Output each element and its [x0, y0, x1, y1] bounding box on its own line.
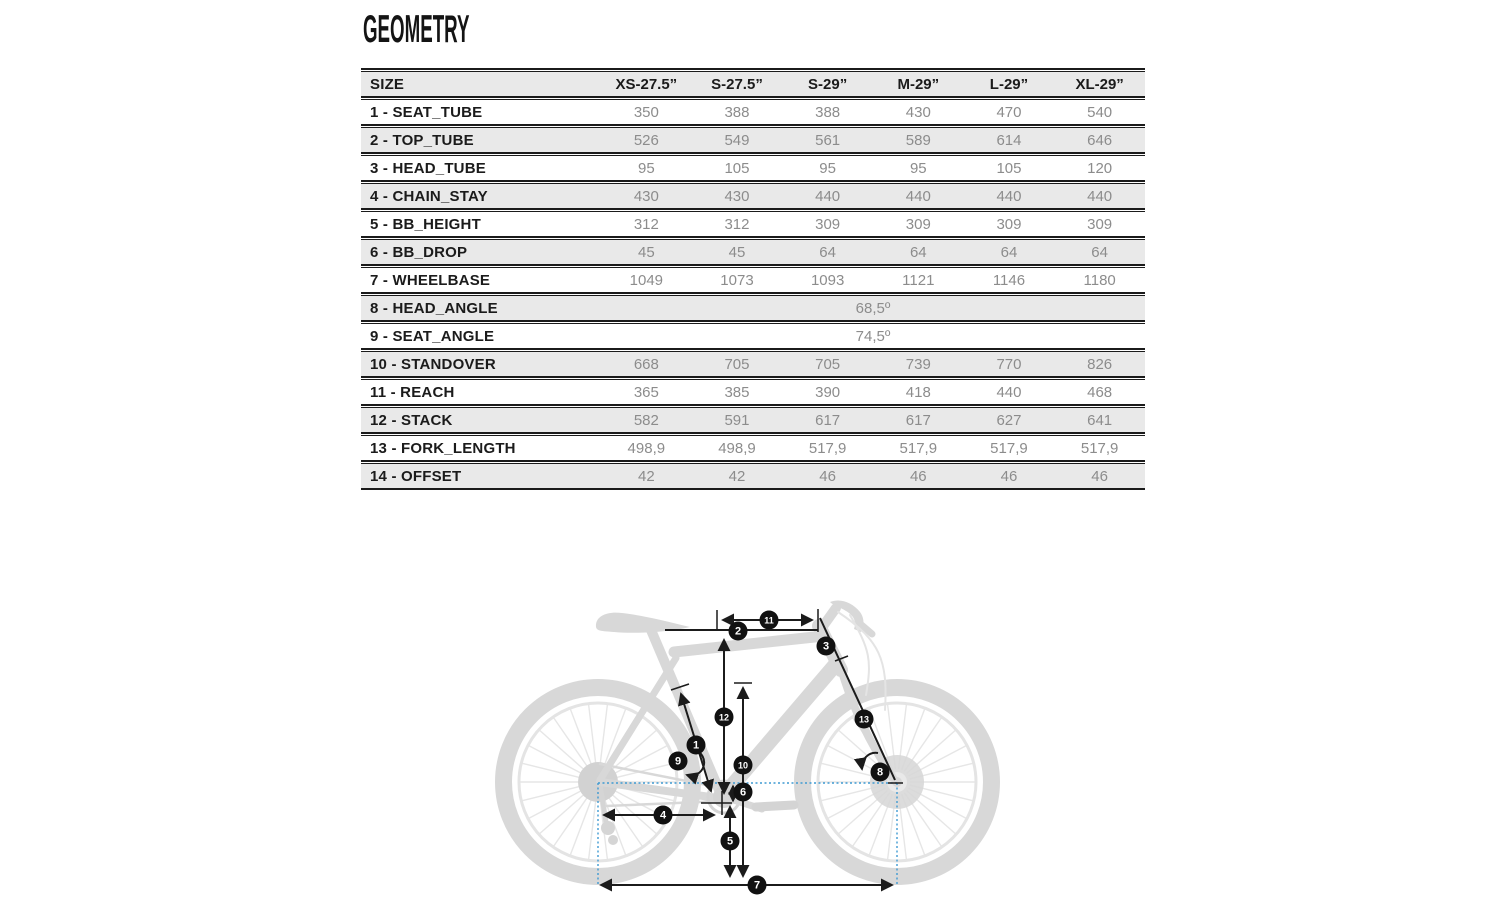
page-title: GEOMETRY — [363, 8, 470, 51]
marker-5 — [721, 832, 740, 851]
value-cell: 549 — [692, 127, 783, 154]
value-cell: 385 — [692, 379, 783, 406]
value-cell: 591 — [692, 407, 783, 434]
marker-7 — [748, 876, 767, 895]
size-header-cell: SIZE — [361, 71, 601, 98]
svg-text:7: 7 — [753, 879, 761, 892]
table-row — [361, 99, 1145, 126]
svg-text:8: 8 — [876, 766, 884, 779]
marker-13 — [855, 710, 874, 729]
row-label: 7 - WHEELBASE — [361, 267, 601, 294]
svg-text:5: 5 — [726, 835, 734, 848]
merged-value-cell: 68,5º — [601, 295, 1145, 322]
value-cell: 46 — [964, 463, 1055, 490]
value-cell: 440 — [964, 379, 1055, 406]
table-head — [361, 71, 1145, 98]
svg-text:4: 4 — [659, 809, 667, 822]
value-cell: 641 — [1054, 407, 1145, 434]
value-cell: 365 — [601, 379, 692, 406]
row-label: 13 - FORK_LENGTH — [361, 435, 601, 462]
table-header-row — [361, 71, 1145, 98]
value-cell: 45 — [692, 239, 783, 266]
table-row — [361, 295, 1145, 322]
table-row — [361, 127, 1145, 154]
svg-text:9: 9 — [674, 755, 682, 768]
geometry-table-wrap — [361, 68, 1145, 491]
column-header-4: L-29” — [964, 71, 1055, 98]
value-cell: 312 — [692, 211, 783, 238]
marker-8 — [871, 763, 890, 782]
value-cell: 46 — [873, 463, 964, 490]
merged-value-cell: 74,5º — [601, 323, 1145, 350]
value-cell: 540 — [1054, 99, 1145, 126]
value-cell: 440 — [873, 183, 964, 210]
value-cell: 64 — [1054, 239, 1145, 266]
value-cell: 309 — [1054, 211, 1145, 238]
table-row — [361, 267, 1145, 294]
svg-text:6: 6 — [739, 786, 747, 799]
value-cell: 42 — [601, 463, 692, 490]
table-row — [361, 379, 1145, 406]
value-cell: 309 — [782, 211, 873, 238]
value-cell: 517,9 — [782, 435, 873, 462]
marker-6 — [734, 783, 753, 802]
value-cell: 309 — [873, 211, 964, 238]
column-header-0: XS-27.5” — [601, 71, 692, 98]
value-cell: 627 — [964, 407, 1055, 434]
row-label: 14 - OFFSET — [361, 463, 601, 490]
bike-geometry-diagram — [480, 578, 1010, 900]
value-cell: 668 — [601, 351, 692, 378]
row-label: 11 - REACH — [361, 379, 601, 406]
value-cell: 440 — [782, 183, 873, 210]
value-cell: 517,9 — [873, 435, 964, 462]
value-cell: 390 — [782, 379, 873, 406]
value-cell: 1146 — [964, 267, 1055, 294]
value-cell: 468 — [1054, 379, 1145, 406]
front-wheel — [803, 688, 992, 877]
table-row — [361, 323, 1145, 350]
svg-text:11: 11 — [764, 615, 774, 626]
value-cell: 614 — [964, 127, 1055, 154]
table-body — [361, 99, 1145, 490]
value-cell: 526 — [601, 127, 692, 154]
marker-10 — [734, 756, 753, 775]
svg-text:13: 13 — [858, 714, 870, 725]
row-label: 1 - SEAT_TUBE — [361, 99, 601, 126]
value-cell: 617 — [873, 407, 964, 434]
marker-9 — [669, 752, 688, 771]
value-cell: 646 — [1054, 127, 1145, 154]
value-cell: 105 — [692, 155, 783, 182]
svg-text:3: 3 — [822, 640, 830, 653]
value-cell: 388 — [692, 99, 783, 126]
column-header-2: S-29” — [782, 71, 873, 98]
value-cell: 105 — [964, 155, 1055, 182]
row-label: 4 - CHAIN_STAY — [361, 183, 601, 210]
marker-4 — [654, 806, 673, 825]
value-cell: 64 — [873, 239, 964, 266]
svg-text:10: 10 — [737, 760, 749, 771]
value-cell: 64 — [964, 239, 1055, 266]
row-label: 2 - TOP_TUBE — [361, 127, 601, 154]
value-cell: 418 — [873, 379, 964, 406]
value-cell: 1049 — [601, 267, 692, 294]
marker-1 — [687, 736, 706, 755]
row-label: 5 - BB_HEIGHT — [361, 211, 601, 238]
value-cell: 45 — [601, 239, 692, 266]
value-cell: 42 — [692, 463, 783, 490]
value-cell: 46 — [782, 463, 873, 490]
marker-3 — [817, 637, 836, 656]
value-cell: 430 — [601, 183, 692, 210]
svg-text:12: 12 — [718, 712, 730, 723]
value-cell: 309 — [964, 211, 1055, 238]
value-cell: 705 — [692, 351, 783, 378]
value-cell: 440 — [964, 183, 1055, 210]
value-cell: 826 — [1054, 351, 1145, 378]
value-cell: 498,9 — [601, 435, 692, 462]
svg-text:2: 2 — [734, 625, 742, 638]
value-cell: 705 — [782, 351, 873, 378]
marker-2 — [729, 622, 748, 641]
value-cell: 498,9 — [692, 435, 783, 462]
value-cell: 64 — [782, 239, 873, 266]
table-row — [361, 155, 1145, 182]
value-cell: 582 — [601, 407, 692, 434]
value-cell: 1073 — [692, 267, 783, 294]
value-cell: 739 — [873, 351, 964, 378]
row-label: 9 - SEAT_ANGLE — [361, 323, 601, 350]
column-header-1: S-27.5” — [692, 71, 783, 98]
value-cell: 430 — [692, 183, 783, 210]
table-row — [361, 407, 1145, 434]
value-cell: 470 — [964, 99, 1055, 126]
table-row — [361, 351, 1145, 378]
table-row — [361, 435, 1145, 462]
value-cell: 388 — [782, 99, 873, 126]
value-cell: 95 — [782, 155, 873, 182]
table-row — [361, 463, 1145, 490]
value-cell: 350 — [601, 99, 692, 126]
row-label: 10 - STANDOVER — [361, 351, 601, 378]
value-cell: 517,9 — [964, 435, 1055, 462]
marker-12 — [715, 708, 734, 727]
value-cell: 440 — [1054, 183, 1145, 210]
row-label: 12 - STACK — [361, 407, 601, 434]
value-cell: 1121 — [873, 267, 964, 294]
value-cell: 312 — [601, 211, 692, 238]
value-cell: 1180 — [1054, 267, 1145, 294]
value-cell: 561 — [782, 127, 873, 154]
table-row — [361, 183, 1145, 210]
value-cell: 517,9 — [1054, 435, 1145, 462]
marker-11 — [760, 611, 779, 630]
value-cell: 95 — [601, 155, 692, 182]
svg-text:1: 1 — [692, 739, 700, 752]
row-label: 6 - BB_DROP — [361, 239, 601, 266]
value-cell: 589 — [873, 127, 964, 154]
diagram-svg — [480, 578, 1010, 900]
row-label: 8 - HEAD_ANGLE — [361, 295, 601, 322]
value-cell: 770 — [964, 351, 1055, 378]
column-header-3: M-29” — [873, 71, 964, 98]
column-header-5: XL-29” — [1054, 71, 1145, 98]
table-row — [361, 211, 1145, 238]
geometry-table — [361, 68, 1145, 491]
value-cell: 1093 — [782, 267, 873, 294]
value-cell: 95 — [873, 155, 964, 182]
row-label: 3 - HEAD_TUBE — [361, 155, 601, 182]
value-cell: 46 — [1054, 463, 1145, 490]
value-cell: 617 — [782, 407, 873, 434]
table-row — [361, 239, 1145, 266]
value-cell: 430 — [873, 99, 964, 126]
value-cell: 120 — [1054, 155, 1145, 182]
